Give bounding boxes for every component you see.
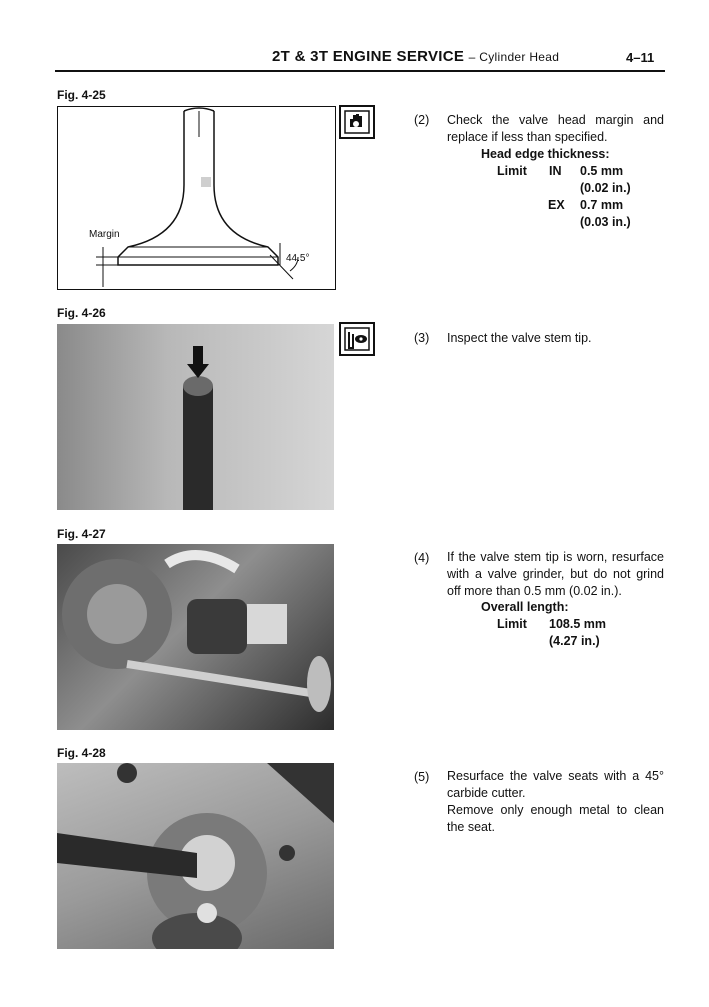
spec-value: 108.5 mm <box>549 617 606 631</box>
spec-limit-label: Limit <box>497 164 527 178</box>
spec-port-in: IN <box>549 164 562 178</box>
step-number: (2) <box>414 113 430 127</box>
spec-heading: Overall length: <box>481 600 569 614</box>
inspect-eye-icon <box>339 322 375 356</box>
spec-value-in: 0.5 mm <box>580 164 624 178</box>
spec-value-in-inches: (0.02 in.) <box>580 181 631 195</box>
step-text: Inspect the valve stem tip. <box>447 331 592 345</box>
valve-seat-cutter-photo <box>57 763 334 949</box>
valve-stem-tip-photo <box>57 324 334 510</box>
spec-port-ex: EX <box>548 198 565 212</box>
step-text: Resurface the valve seats with a 45° carbide cutter. <box>447 769 664 800</box>
measure-hand-icon <box>339 105 375 139</box>
step-number: (5) <box>414 770 430 784</box>
header-title-text: 2T & 3T ENGINE SERVICE <box>272 48 465 65</box>
header-subtitle: – Cylinder Head <box>468 50 560 64</box>
figure-label: Fig. 4-25 <box>57 88 106 102</box>
spec-heading: Head edge thickness: <box>481 147 610 161</box>
spec-limit-label: Limit <box>497 617 527 631</box>
margin-callout: Margin <box>89 229 120 240</box>
step-number: (3) <box>414 331 430 345</box>
step-text: Check the valve head margin and replace if less than specified. <box>447 113 664 144</box>
valve-margin-diagram <box>57 106 336 290</box>
valve-grinder-photo <box>57 544 334 730</box>
step-number: (4) <box>414 551 430 565</box>
step-text-continued: Remove only enough metal to clean the seat. <box>447 803 664 834</box>
spec-value-ex: 0.7 mm <box>580 198 624 212</box>
header-rule <box>55 70 665 72</box>
spec-value-inches: (4.27 in.) <box>549 634 600 648</box>
angle-callout: 44.5° <box>286 253 310 264</box>
figure-label: Fig. 4-27 <box>57 527 106 541</box>
page-header-title <box>272 48 559 65</box>
spec-value-ex-inches: (0.03 in.) <box>580 215 631 229</box>
figure-label: Fig. 4-26 <box>57 306 106 320</box>
step-text: If the valve stem tip is worn, resurface with a valve grinder, but do not grind off more than 0.5 mm (0.02 in.). <box>447 550 664 598</box>
page-number: 4–11 <box>626 50 655 65</box>
figure-label: Fig. 4-28 <box>57 746 106 760</box>
